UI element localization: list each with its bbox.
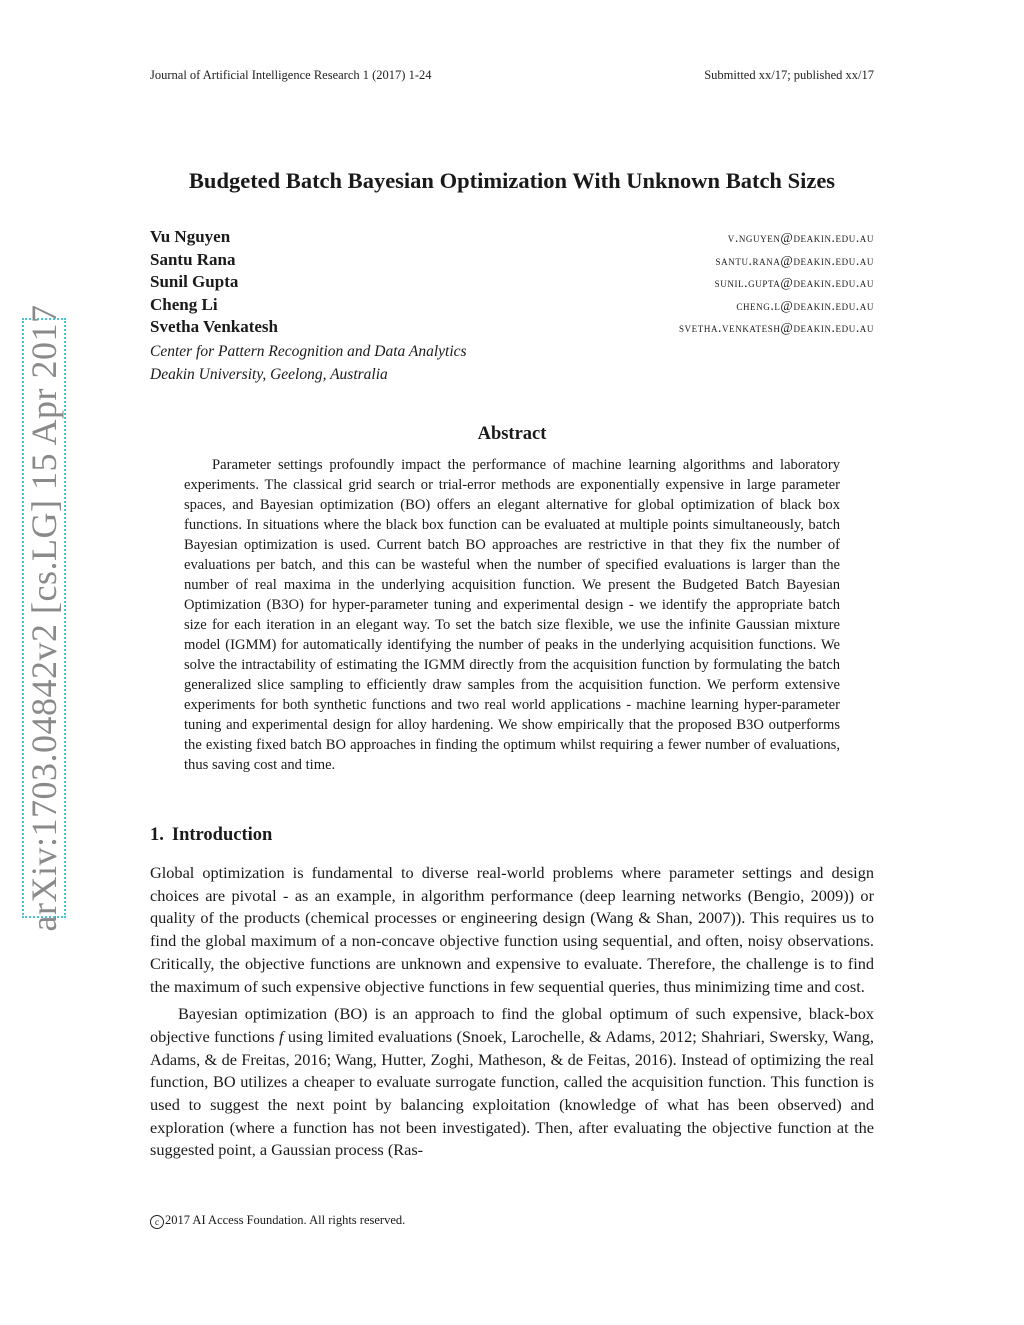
author-email: santu.rana@deakin.edu.au <box>715 252 874 268</box>
submission-dates: Submitted xx/17; published xx/17 <box>704 68 874 82</box>
journal-citation: Journal of Artificial Intelligence Research 1 (2017) 1-24 <box>150 68 432 82</box>
arxiv-identifier: arXiv:1703.04842v2 [cs.LG] 15 Apr 2017 <box>24 304 64 932</box>
arxiv-stamp <box>22 304 66 932</box>
author-name: Vu Nguyen <box>150 227 231 246</box>
author-block <box>150 227 874 386</box>
copyright-text: 2017 AI Access Foundation. All rights reserved. <box>165 1213 406 1227</box>
section-title: Introduction <box>171 825 273 845</box>
running-head <box>150 68 874 83</box>
section-heading <box>150 825 272 846</box>
affiliation-university: Deakin University, Geelong, Australia <box>150 365 388 383</box>
author-name: Sunil Gupta <box>150 272 239 292</box>
author-row <box>150 272 874 295</box>
abstract-text: Parameter settings profoundly impact the performance of machine learning algorithms and laboratory experiments. The classical grid search or trial-error methods are exponentially expensive in large parameter spaces, and Bayesian optimization (BO) offers an elegant alternative for global optimization of black box functions. In situations where the black box function can be evaluated at multiple points simultaneously, batch Bayesian optimization is used. Current batch BO approaches are restrictive in that they fix the number of evaluations per batch, and this can be wasteful when the number of specified evaluations is larger than the number of real maxima in the underlying acquisition function. We present the Budgeted Batch Bayesian Optimization (B3O) for hyper-parameter tuning and experimental design - we identify the appropriate batch size for each iteration in an elegant way. To set the batch size flexible, we use the infinite Gaussian mixture model (IGMM) for automatically identifying the number of peaks in the underlying acquisition functions. We solve the intractability of estimating the IGMM directly from the acquisition function by formulating the batch generalized slice sampling to efficiently draw samples from the acquisition function. We perform extensive experiments for both synthetic functions and two real world applications - machine learning hyper-parameter tuning and experimental design for alloy hardening. We show empirically that the proposed B3O outperforms the existing fixed batch BO approaches in finding the optimum whilst requiring a fewer number of evaluations, thus saving cost and time. <box>184 457 840 773</box>
author-row <box>150 317 874 340</box>
intro-paragraph-2 <box>150 1003 874 1162</box>
intro-paragraph-2-start: Bayesian optimization (BO) is an approach to find the global optimum of such expensive, black-box objective functions <box>150 1004 874 1046</box>
affiliation-center: Center for Pattern Recognition and Data Analytics <box>150 342 467 360</box>
author-name: Svetha Venkatesh <box>150 317 279 337</box>
abstract-heading: Abstract <box>477 424 547 444</box>
author-email: v.nguyen@deakin.edu.au <box>727 230 874 245</box>
author-row <box>150 227 874 250</box>
author-email: cheng.l@deakin.edu.au <box>736 297 874 313</box>
author-name: Cheng Li <box>150 294 218 314</box>
copyright-footer <box>150 1213 405 1229</box>
section-number: 1. <box>150 825 164 845</box>
author-row <box>150 295 874 318</box>
author-row <box>150 250 874 273</box>
intro-paragraph-1: Global optimization is fundamental to diverse real-world problems where parameter settings and design choices are pivotal - as an example, in algorithm performance (deep learning networks (Bengio, 2009)) or quality of the products (chemical processes or engineering design (Wang & Shan, 2007)). This requires us to find the global maximum of a non-concave objective function using sequential, and often, noisy observations. Critically, the objective functions are unknown and expensive to evaluate. Therefore, the challenge is to find the maximum of such expensive objective functions in few sequential queries, thus minimizing time and cost. <box>150 863 874 996</box>
intro-paragraph-2-end: using limited evaluations (Snoek, Larochelle, & Adams, 2012; Shahriari, Swersky, Wang, Adams, & de Freitas, 2016; Wang, Hutter, Zoghi, Matheson, & de Feitas, 2016). Instead of optimizing the real function, BO utilizes a cheaper to evaluate surrogate function, called the acquisition function. This function is used to suggest the next point by balancing exploitation (knowledge of what has been observed) and exploration (where a function has not been investigated). Then, after evaluating the objective function at the suggested point, a Gaussian process (Ras- <box>150 1026 874 1160</box>
author-email: sunil.gupta@deakin.edu.au <box>714 275 874 291</box>
math-symbol-f: f <box>278 1026 284 1046</box>
copyright-icon: c <box>150 1215 164 1229</box>
introduction-body <box>150 862 874 1167</box>
author-email: svetha.venkatesh@deakin.edu.au <box>678 320 874 336</box>
author-name: Santu Rana <box>150 249 236 269</box>
paper-title: Budgeted Batch Bayesian Optimization With Unknown Batch Sizes <box>188 168 836 193</box>
